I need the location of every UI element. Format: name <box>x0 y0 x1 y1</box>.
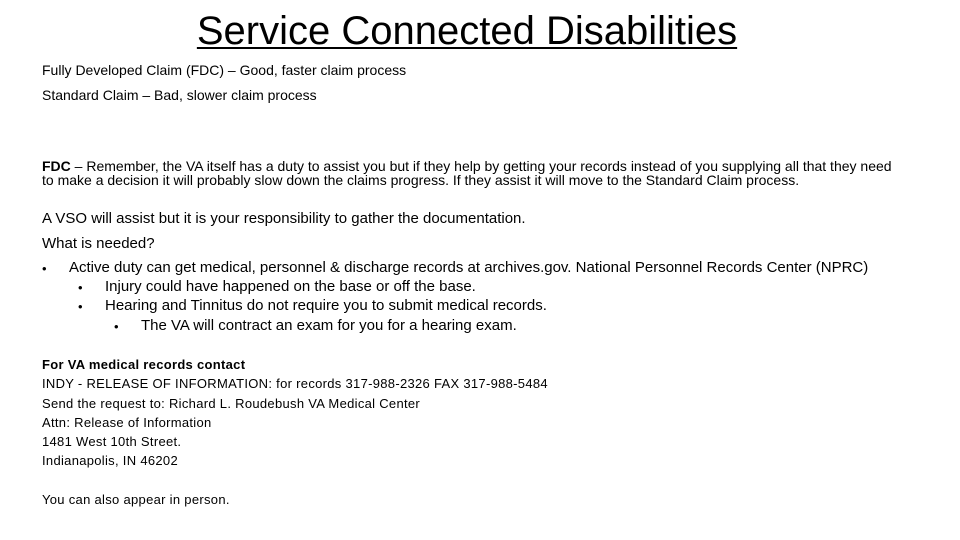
contact-line: INDY - RELEASE OF INFORMATION: for records 317-988-2326 FAX 317-988-5484 <box>42 376 548 391</box>
fdc-text: – Remember, the VA itself has a duty to assist you but if they help by getting your records instead of you supplying all that they need to make a decision it will probably slow down the claims progress. If they assist it will move to the Standard Claim process. <box>42 158 892 188</box>
contact-line: 1481 West 10th Street. <box>42 434 182 449</box>
page-title: Service Connected Disabilities <box>196 9 738 53</box>
contact-line: Attn: Release of Information <box>42 415 212 430</box>
bullet-icon: • <box>78 299 83 314</box>
bullet-item: Active duty can get medical, personnel & discharge records at archives.gov. National Personnel Records Center (NPRC) <box>69 259 869 276</box>
closing-note: You can also appear in person. <box>42 492 230 507</box>
contact-heading: For VA medical records contact <box>42 357 246 372</box>
bullet-item: Hearing and Tinnitus do not require you to submit medical records. <box>105 297 547 314</box>
fdc-label: FDC <box>42 158 71 174</box>
bullet-item: Injury could have happened on the base or off the base. <box>105 278 476 295</box>
bullet-icon: • <box>42 261 47 276</box>
standard-claim-line: Standard Claim – Bad, slower claim process <box>42 87 317 103</box>
fdc-claim-line: Fully Developed Claim (FDC) – Good, faster claim process <box>42 62 407 78</box>
fdc-paragraph <box>42 159 892 187</box>
vso-note: A VSO will assist but it is your responsibility to gather the documentation. <box>42 210 526 227</box>
bullet-icon: • <box>114 319 119 334</box>
bullet-icon: • <box>78 280 83 295</box>
contact-line: Send the request to: Richard L. Roudebush VA Medical Center <box>42 396 421 411</box>
contact-line: Indianapolis, IN 46202 <box>42 453 178 468</box>
bullet-item: The VA will contract an exam for you for a hearing exam. <box>141 317 517 334</box>
needed-heading: What is needed? <box>42 235 155 252</box>
